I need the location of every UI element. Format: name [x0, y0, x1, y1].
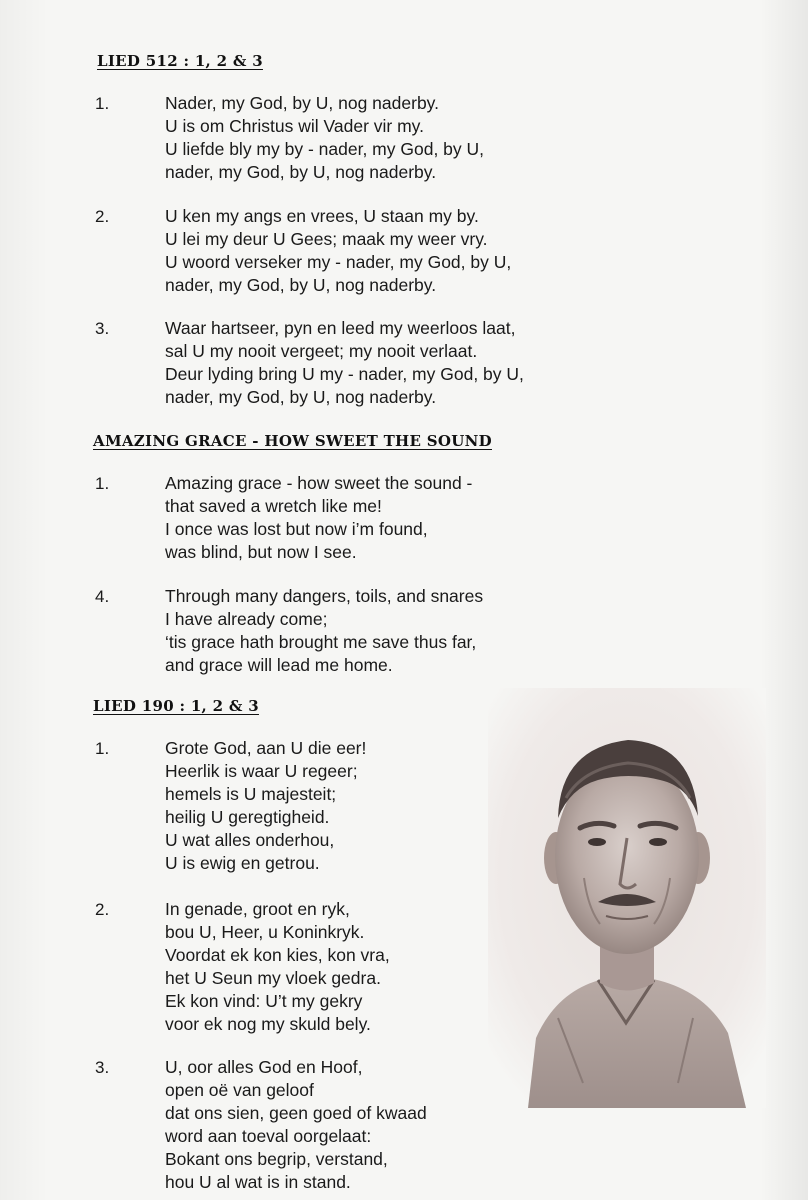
verse-line: nader, my God, by U, nog naderby. — [165, 162, 437, 182]
verse-line: hemels is U majesteit; — [165, 784, 337, 804]
verse-line: bou U, Heer, u Koninkryk. — [165, 922, 365, 942]
verse-line: U wat alles onderhou, — [165, 830, 335, 850]
verse-line: Amazing grace - how sweet the sound - — [165, 473, 473, 493]
verse-line: I have already come; — [165, 609, 328, 629]
verse-line: nader, my God, by U, nog naderby. — [165, 275, 437, 295]
verse-number: 2. — [95, 207, 110, 226]
verse-line: Voordat ek kon kies, kon vra, — [165, 945, 390, 965]
verse-line: U is om Christus wil Vader vir my. — [165, 116, 424, 136]
verse-number: 2. — [95, 900, 110, 919]
verse-line: Ek kon vind: U’t my gekry — [165, 991, 363, 1011]
verse-line: dat ons sien, geen goed of kwaad — [165, 1103, 427, 1123]
hymn-title-lied-190: LIED 190 : 1, 2 & 3 — [93, 697, 259, 715]
portrait-photo-icon — [488, 688, 766, 1108]
verse-line: I once was lost but now i’m found, — [165, 519, 428, 539]
verse-line: Waar hartseer, pyn en leed my weerloos laat, — [165, 318, 516, 338]
verse-number: 3. — [95, 1058, 110, 1077]
verse-line: U liefde bly my by - nader, my God, by U, — [165, 139, 485, 159]
verse-line: voor ek nog my skuld bely. — [165, 1014, 371, 1034]
verse-number: 4. — [95, 587, 110, 606]
hymn-title-lied-512: LIED 512 : 1, 2 & 3 — [97, 52, 263, 70]
verse-line: nader, my God, by U, nog naderby. — [165, 387, 437, 407]
verse-line: Heerlik is waar U regeer; — [165, 761, 358, 781]
verse-line: Bokant ons begrip, verstand, — [165, 1149, 388, 1169]
verse-line: Grote God, aan U die eer! — [165, 738, 367, 758]
verse-line: Through many dangers, toils, and snares — [165, 586, 484, 606]
verse-line: word aan toeval oorgelaat: — [165, 1126, 372, 1146]
verse-line: hou U al wat is in stand. — [165, 1172, 351, 1192]
verse-line: het U Seun my vloek gedra. — [165, 968, 381, 988]
verse-line: sal U my nooit vergeet; my nooit verlaat. — [165, 341, 478, 361]
hymn-title-amazing-grace: AMAZING GRACE - HOW SWEET THE SOUND — [93, 432, 492, 450]
verse-line: U ken my angs en vrees, U staan my by. — [165, 206, 479, 226]
verse-line: open oë van geloof — [165, 1080, 314, 1100]
verse-line: U is ewig en getrou. — [165, 853, 320, 873]
verse-line: was blind, but now I see. — [165, 542, 357, 562]
verse-number: 1. — [95, 474, 110, 493]
verse-line: heilig U geregtigheid. — [165, 807, 330, 827]
verse-line: and grace will lead me home. — [165, 655, 393, 675]
verse-line: Deur lyding bring U my - nader, my God, by U, — [165, 364, 524, 384]
verse-line: that saved a wretch like me! — [165, 496, 382, 516]
verse-line: ‘tis grace hath brought me save thus far, — [165, 632, 477, 652]
verse-line: U woord verseker my - nader, my God, by U, — [165, 252, 512, 272]
verse-line: Nader, my God, by U, nog naderby. — [165, 93, 439, 113]
verse-number: 1. — [95, 739, 110, 758]
verse-number: 3. — [95, 319, 110, 338]
verse-line: U, oor alles God en Hoof, — [165, 1057, 363, 1077]
verse-line: U lei my deur U Gees; maak my weer vry. — [165, 229, 488, 249]
verse-number: 1. — [95, 94, 110, 113]
verse-line: In genade, groot en ryk, — [165, 899, 350, 919]
